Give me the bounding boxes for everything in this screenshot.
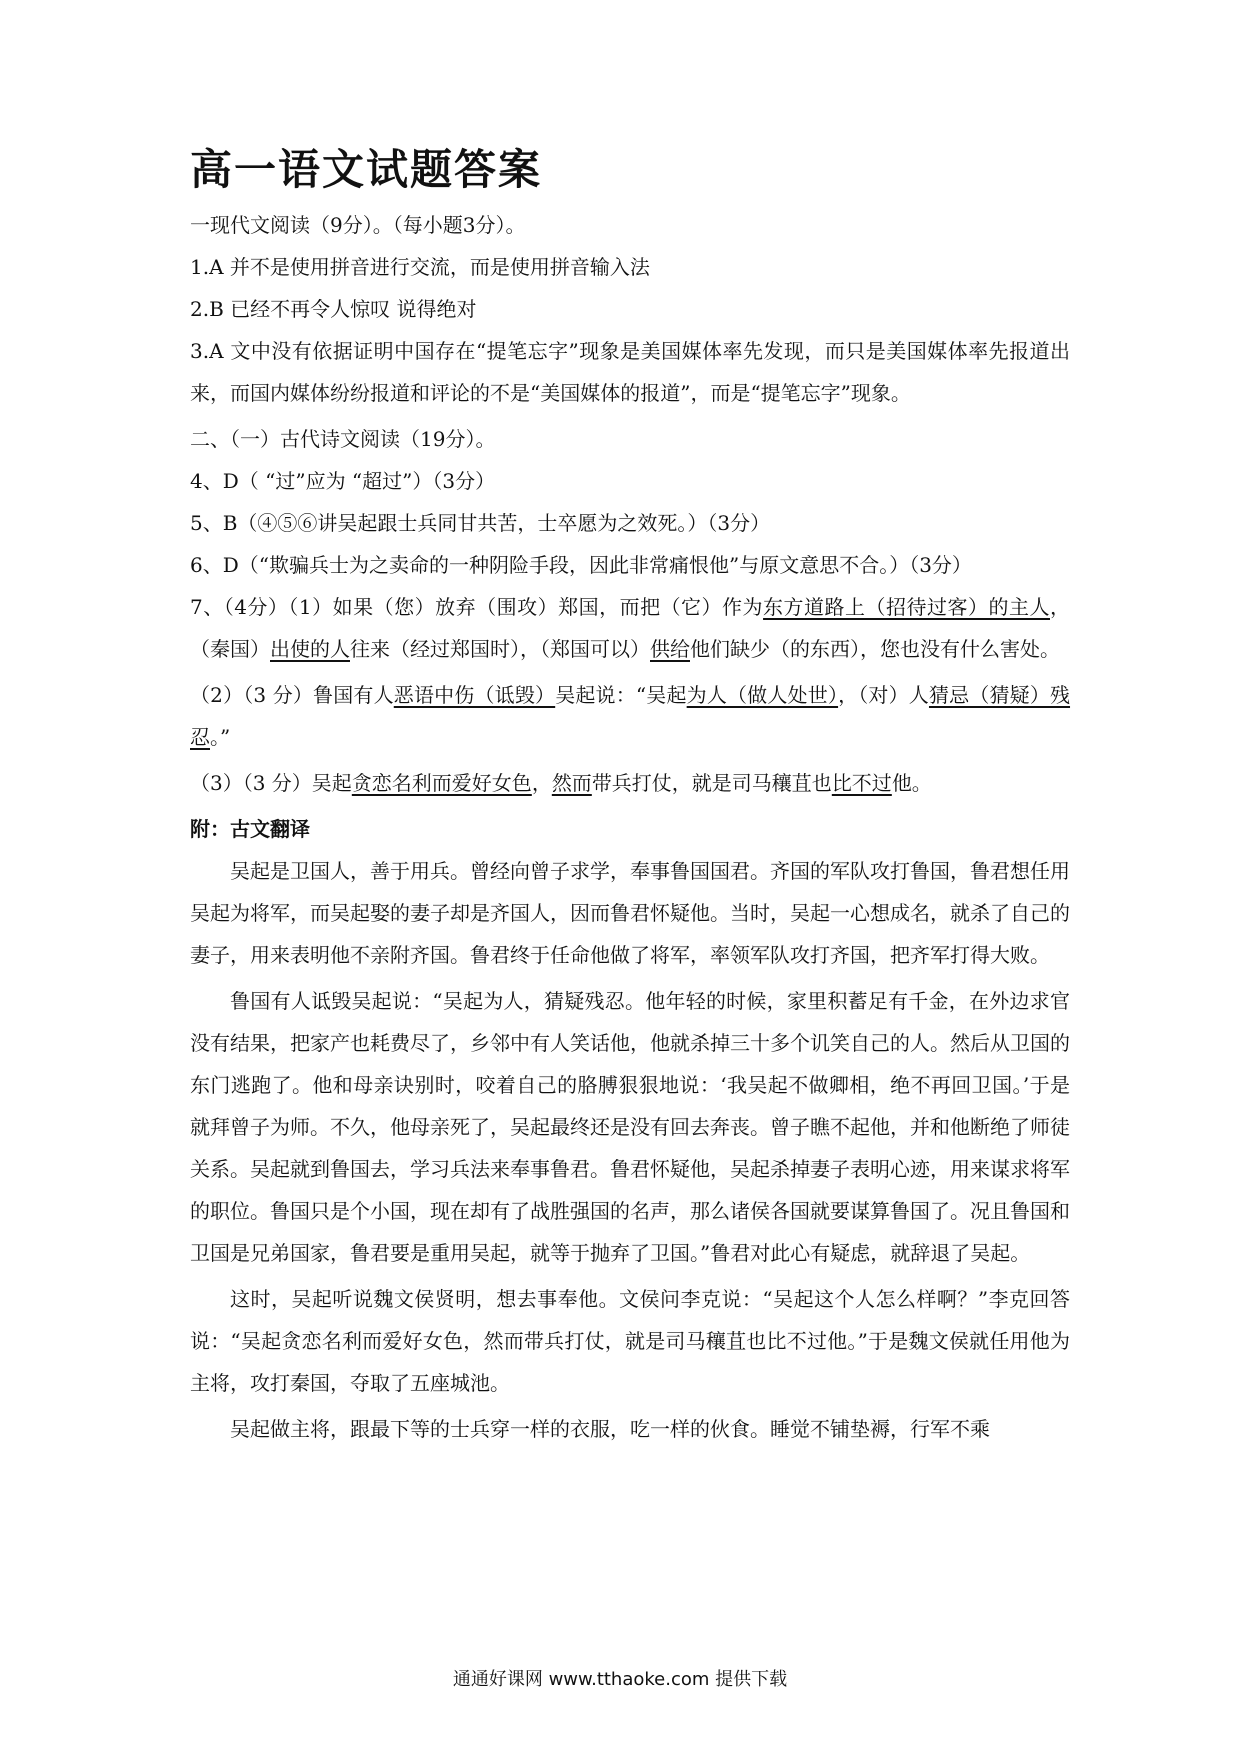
- appendix-heading: 附：古文翻译: [190, 817, 310, 841]
- answer-q6: 6、D（“欺骗兵士为之卖命的一种阴险手段，因此非常痛恨他”与原文意思不合。）（3分）: [190, 553, 972, 577]
- q7-text: 带兵打仗，就是司马穰苴也: [591, 771, 832, 795]
- q7-underlined: 东方道路上（招待过客）的主人: [763, 595, 1050, 619]
- q7-text: ，（对）人: [838, 683, 929, 707]
- q7-text: 往来（经过郑国时），（郑国可以）: [350, 637, 650, 661]
- q7-text: 。”: [210, 725, 231, 749]
- q7-underlined: 出使的人: [270, 637, 350, 661]
- answer-sheet-page: [190, 140, 1070, 1454]
- answer-q7-part3: [190, 762, 1070, 804]
- q7-text: （2）（3 分）鲁国有人: [190, 683, 394, 707]
- translation-paragraph: 吴起做主将，跟最下等的士兵穿一样的衣服，吃一样的伙食。睡觉不铺垫褥，行军不乘: [230, 1417, 990, 1441]
- answer-q2: 2.B 已经不再令人惊叹 说得绝对: [190, 297, 477, 321]
- q7-underlined: 恶语中伤（诋毁）: [393, 683, 556, 707]
- q7-text: 他们缺少（的东西），您也没有什么害处。: [690, 637, 1060, 661]
- translation-paragraph: 吴起是卫国人，善于用兵。曾经向曾子求学，奉事鲁国国君。齐国的军队攻打鲁国，鲁君想任用吴起为将军，而吴起娶的妻子却是齐国人，因而鲁君怀疑他。当时，吴起一心想成名，就杀了自己的妻子，用来表明他不亲附齐国。鲁君终于任命他做了将军，率领军队攻打齐国，把齐军打得大败。: [190, 859, 1070, 967]
- q7-underlined: 为人（做人处世）: [686, 683, 839, 707]
- page-title: 高一语文试题答案: [190, 145, 543, 194]
- answer-q7-part1: [190, 586, 1070, 670]
- translation-paragraph: 这时，吴起听说魏文侯贤明，想去事奉他。文侯问李克说：“吴起这个人怎么样啊？”李克回答说：“吴起贪恋名利而爱好女色，然而带兵打仗，就是司马穰苴也比不过他。”于是魏文侯就任用他为主将，攻打秦国，夺取了五座城池。: [190, 1287, 1070, 1395]
- q7-underlined: 供给: [650, 637, 690, 661]
- q7-text: （3）（3 分）吴起: [190, 771, 352, 795]
- q7-underlined: 贪恋名利而爱好女色: [351, 771, 532, 795]
- answer-q5: 5、B（④⑤⑥讲吴起跟士兵同甘共苦，士卒愿为之效死。）（3分）: [190, 511, 771, 535]
- answer-q4: 4、D（ “过”应为 “超过”）（3分）: [190, 469, 496, 493]
- q7-underlined: 比不过: [831, 771, 892, 795]
- page-footer: 通通好课网 www.tthaoke.com 提供下载: [452, 1669, 788, 1690]
- q7-text: ，（秦国）: [190, 595, 1070, 661]
- q7-text: 7、（4分）（1）如果（您）放弃（围攻）郑国，而把（它）作为: [190, 595, 764, 619]
- answer-q7-part2: [190, 674, 1070, 758]
- section-2-heading: 二、（一）古代诗文阅读（19分）。: [190, 427, 496, 451]
- translation-paragraph: 鲁国有人诋毁吴起说：“吴起为人，猜疑残忍。他年轻的时候，家里积蓄足有千金，在外边求官没有结果，把家产也耗费尽了，乡邻中有人笑话他，他就杀掉三十多个讥笑自己的人。然后从卫国的东门逃跑了。他和母亲诀别时，咬着自己的胳膊狠狠地说：‘我吴起不做卿相，绝不再回卫国。’于是就拜曾子为师。不久，他母亲死了，吴起最终还是没有回去奔丧。曾子瞧不起他，并和他断绝了师徒关系。吴起就到鲁国去，学习兵法来奉事鲁君。鲁君怀疑他，吴起杀掉妻子表明心迹，用来谋求将军的职位。鲁国只是个小国，现在却有了战胜强国的名声，那么诸侯各国就要谋算鲁国了。况且鲁国和卫国是兄弟国家，鲁君要是重用吴起，就等于抛弃了卫国。”鲁君对此心有疑虑，就辞退了吴起。: [190, 989, 1070, 1265]
- q7-text: 他。: [891, 771, 932, 795]
- q7-underlined: 猜忌（猜疑）残忍: [190, 683, 1071, 749]
- section-1-heading: 一现代文阅读（9分）。（每小题3分）。: [190, 213, 526, 237]
- q7-text: 吴起说：“吴起: [555, 683, 687, 707]
- q7-text: ，: [531, 771, 552, 795]
- answer-q1: 1.A 并不是使用拼音进行交流，而是使用拼音输入法: [190, 255, 650, 279]
- answer-q3: 3.A 文中没有依据证明中国存在“提笔忘字”现象是美国媒体率先发现，而只是美国媒体率先报道出来，而国内媒体纷纷报道和评论的不是“美国媒体的报道”，而是“提笔忘字”现象。: [190, 339, 1070, 405]
- q7-underlined: 然而: [551, 771, 592, 795]
